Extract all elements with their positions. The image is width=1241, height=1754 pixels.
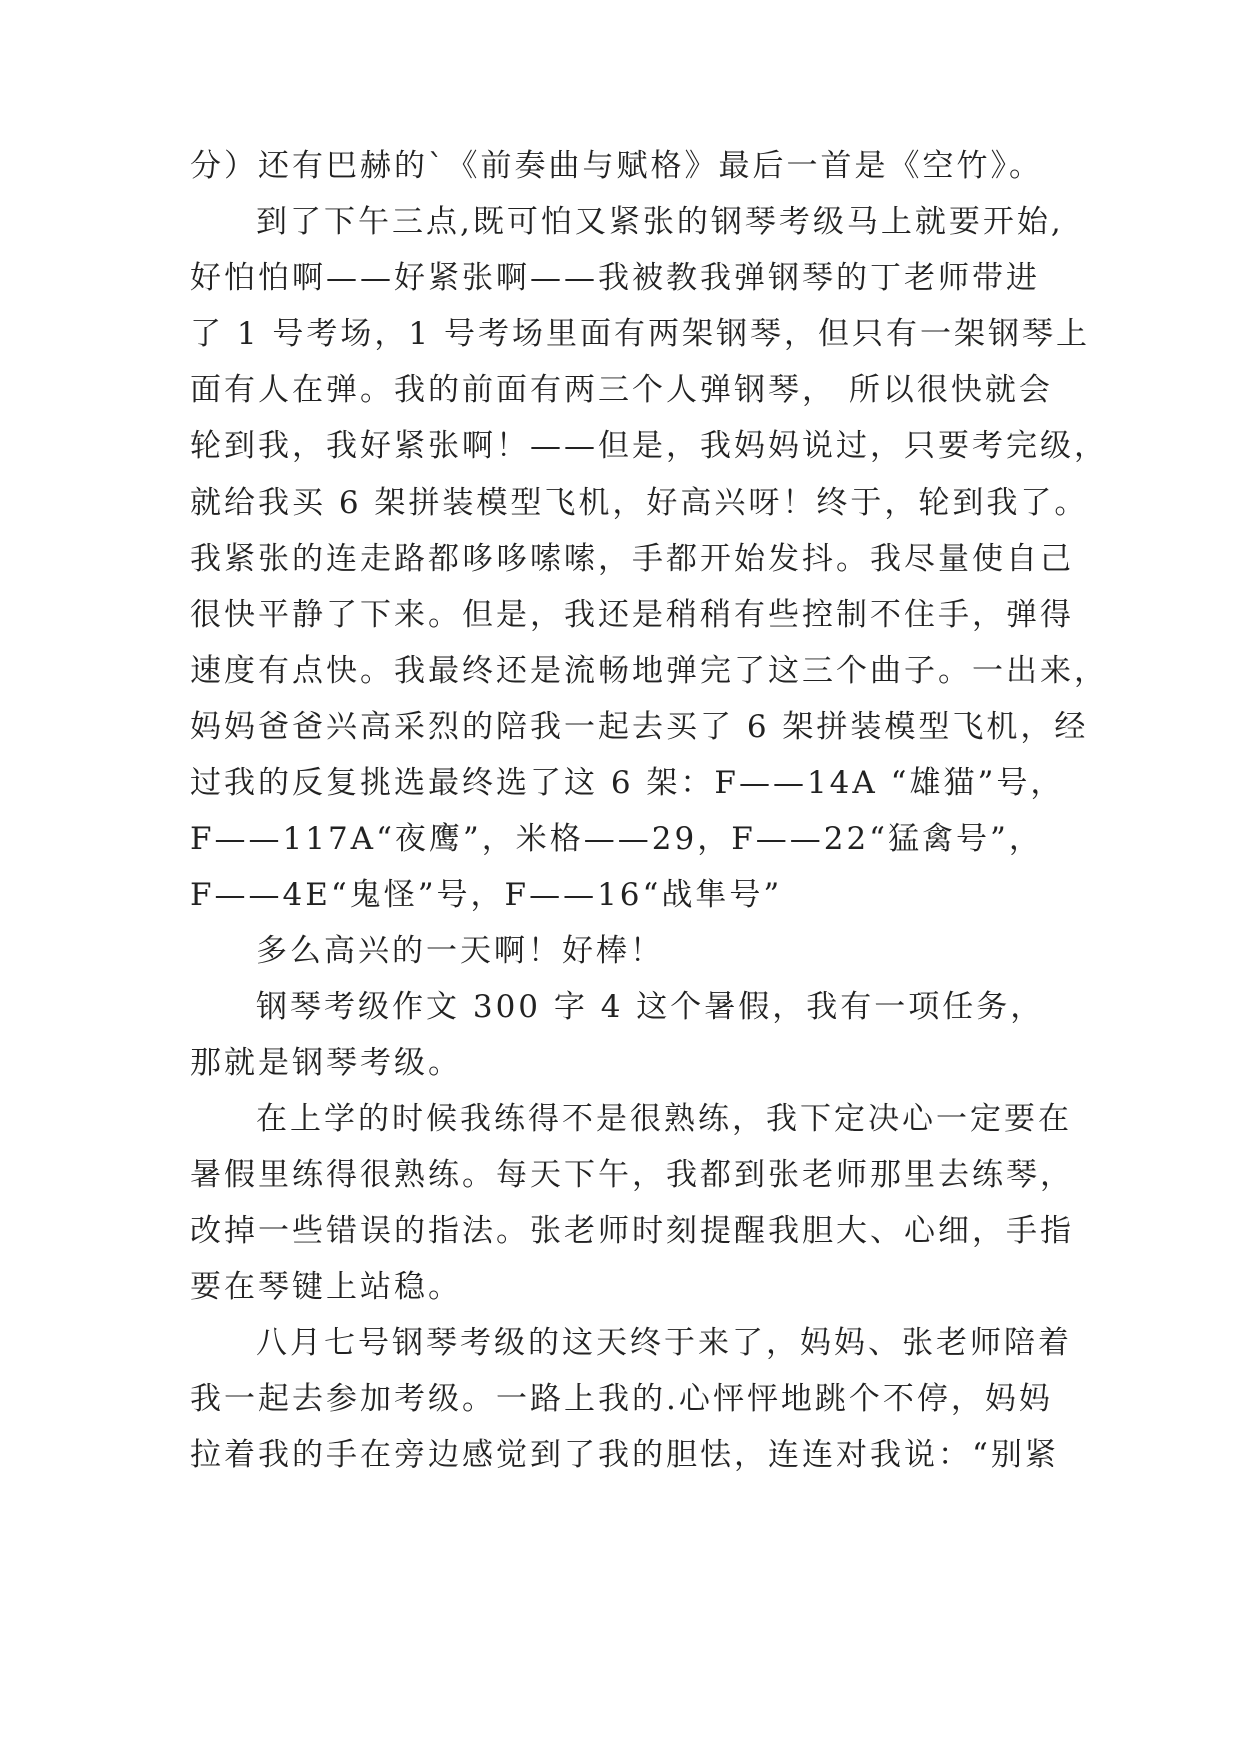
text-line: 那就是钢琴考级。	[190, 1045, 462, 1081]
text-line: 了 1 号考场，1 号考场里面有两架钢琴，但只有一架钢琴上	[190, 316, 1091, 352]
text-line: 很快平静了下来。但是，我还是稍稍有些控制不住手，弹得	[190, 597, 1074, 633]
text-line: 钢琴考级作文 300 字 4 这个暑假，我有一项任务，	[256, 989, 1045, 1025]
text-line: 我一起去参加考级。一路上我的.心怦怦地跳个不停，妈妈	[190, 1381, 1053, 1417]
text-line: 拉着我的手在旁边感觉到了我的胆怯，连连对我说：“别紧	[190, 1437, 1059, 1473]
text-line: 多么高兴的一天啊！好棒！	[256, 933, 664, 969]
text-line: 分）还有巴赫的`《前奏曲与赋格》最后一首是《空竹》。	[190, 148, 1043, 184]
text-line: 面有人在弹。我的前面有两三个人弹钢琴， 所以很快就会	[190, 372, 1053, 408]
text-line: 在上学的时候我练得不是很熟练，我下定决心一定要在	[256, 1101, 1072, 1137]
text-line: 就给我买 6 架拼装模型飞机，好高兴呀！终于，轮到我了。	[190, 485, 1089, 521]
text-line: 改掉一些错误的指法。张老师时刻提醒我胆大、心细，手指	[190, 1213, 1074, 1249]
text-line: 好怕怕啊——好紧张啊——我被教我弹钢琴的丁老师带进	[190, 260, 1040, 296]
text-line: 速度有点快。我最终还是流畅地弹完了这三个曲子。一出来，	[190, 653, 1108, 689]
text-line: 我紧张的连走路都哆哆嗦嗦，手都开始发抖。我尽量使自己	[190, 541, 1074, 577]
text-line: F——4E“鬼怪”号，F——16“战隼号”	[190, 877, 783, 913]
text-line: F——117A“夜鹰”，米格——29，F——22“猛禽号”，	[190, 821, 1043, 857]
text-line: 暑假里练得很熟练。每天下午，我都到张老师那里去练琴，	[190, 1157, 1074, 1193]
text-line: 到了下午三点,既可怕又紧张的钢琴考级马上就要开始,	[256, 204, 1064, 240]
text-line: 要在琴键上站稳。	[190, 1269, 462, 1305]
text-line: 过我的反复挑选最终选了这 6 架：F——14A “雄猫”号，	[190, 765, 1065, 801]
text-line: 妈妈爸爸兴高采烈的陪我一起去买了 6 架拼装模型飞机，经	[190, 709, 1089, 745]
text-line: 八月七号钢琴考级的这天终于来了，妈妈、张老师陪着	[256, 1325, 1072, 1361]
text-line: 轮到我，我好紧张啊！——但是，我妈妈说过，只要考完级，	[190, 428, 1108, 464]
